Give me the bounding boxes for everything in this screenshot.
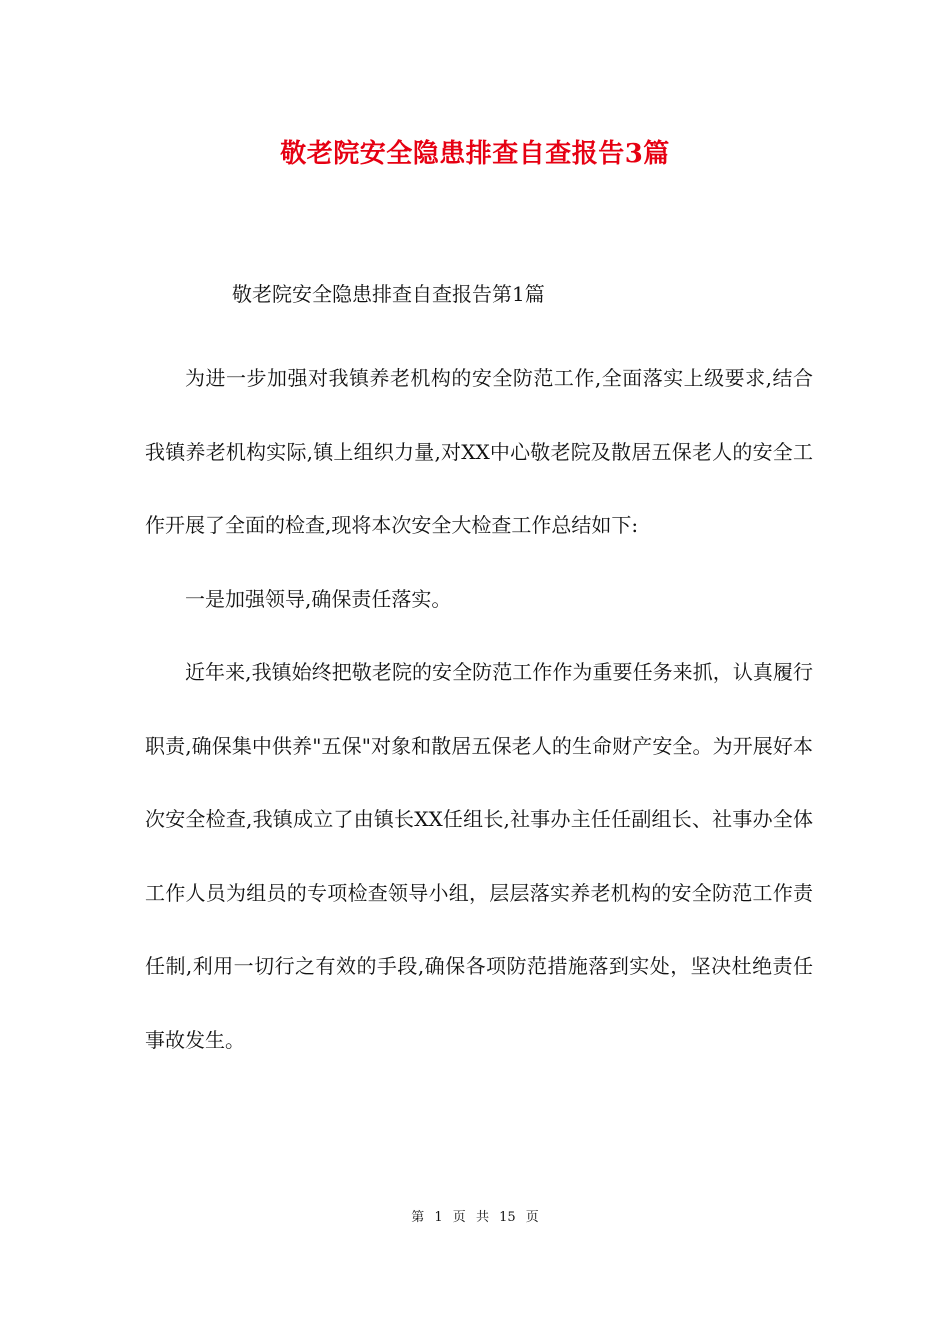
document-body bbox=[145, 342, 813, 1077]
footer-total-prefix: 共 bbox=[475, 1210, 489, 1225]
footer-page-word: 页 bbox=[452, 1210, 466, 1225]
paragraph-leadership: 近年来,我镇始终把敬老院的安全防范工作作为重要任务来抓，认真履行职责,确保集中供养"五保"对象和散居五保老人的生命财产安全。为开展好本次安全检查,我镇成立了由镇长XX任组长,社事办主任任副组长、社事办全体工作人员为组员的专项检查领导小组，层层落实养老机构的安全防范工作责任制,利用一切行之有效的手段,确保各项防范措施落到实处，坚决杜绝责任事故发生。 bbox=[145, 660, 813, 1052]
footer-current-page: 1 bbox=[434, 1210, 443, 1225]
paragraph-point-one: 一是加强领导,确保责任落实。 bbox=[185, 586, 452, 611]
footer-page-prefix: 第 bbox=[411, 1210, 425, 1225]
document-title: 敬老院安全隐患排查自查报告3篇 bbox=[280, 139, 670, 169]
page-footer bbox=[0, 1208, 950, 1228]
section-heading: 敬老院安全隐患排查自查报告第1篇 bbox=[232, 282, 545, 306]
paragraph-intro: 为进一步加强对我镇养老机构的安全防范工作,全面落实上级要求,结合我镇养老机构实际,镇上组织力量,对XX中心敬老院及散居五保老人的安全工作开展了全面的检查,现将本次安全大检查工作总结如下: bbox=[145, 366, 813, 537]
footer-total-suffix: 页 bbox=[525, 1210, 539, 1225]
footer-total-pages: 15 bbox=[499, 1210, 516, 1225]
